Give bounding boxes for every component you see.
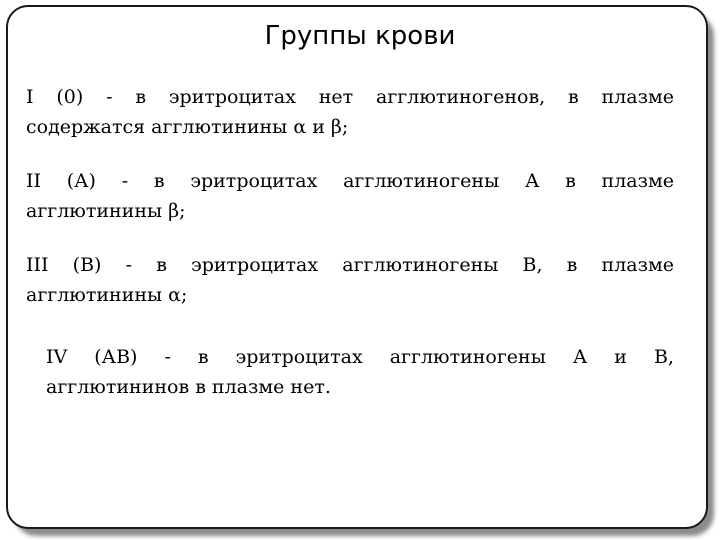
list-item-group-3: [26, 250, 674, 310]
item-text-line-1: IV (АВ) - в эритроцитах агглютиногены А и В,: [46, 346, 674, 368]
item-text-line-1: II (А) - в эритроцитах агглютиногены А в плазме: [26, 170, 674, 192]
item-text-line-2: агглютинины β;: [26, 200, 186, 222]
list-item-group-2: [26, 166, 674, 226]
item-text-line-1: III (В) - в эритроцитах агглютиногены В, в плазме: [26, 254, 674, 276]
item-text-line-2: агглютининов в плазме нет.: [46, 376, 331, 398]
item-text-line-2: агглютинины α;: [26, 284, 188, 306]
slide-title: Группы крови: [264, 21, 456, 51]
slide-content: [26, 82, 674, 426]
list-item-group-4: [46, 342, 674, 402]
item-text-line-1: I (0) - в эритроцитах нет агглютиногенов, в плазме: [26, 86, 674, 108]
item-text-line-2: содержатся агглютинины α и β;: [26, 116, 349, 138]
list-item-group-1: [26, 82, 674, 142]
